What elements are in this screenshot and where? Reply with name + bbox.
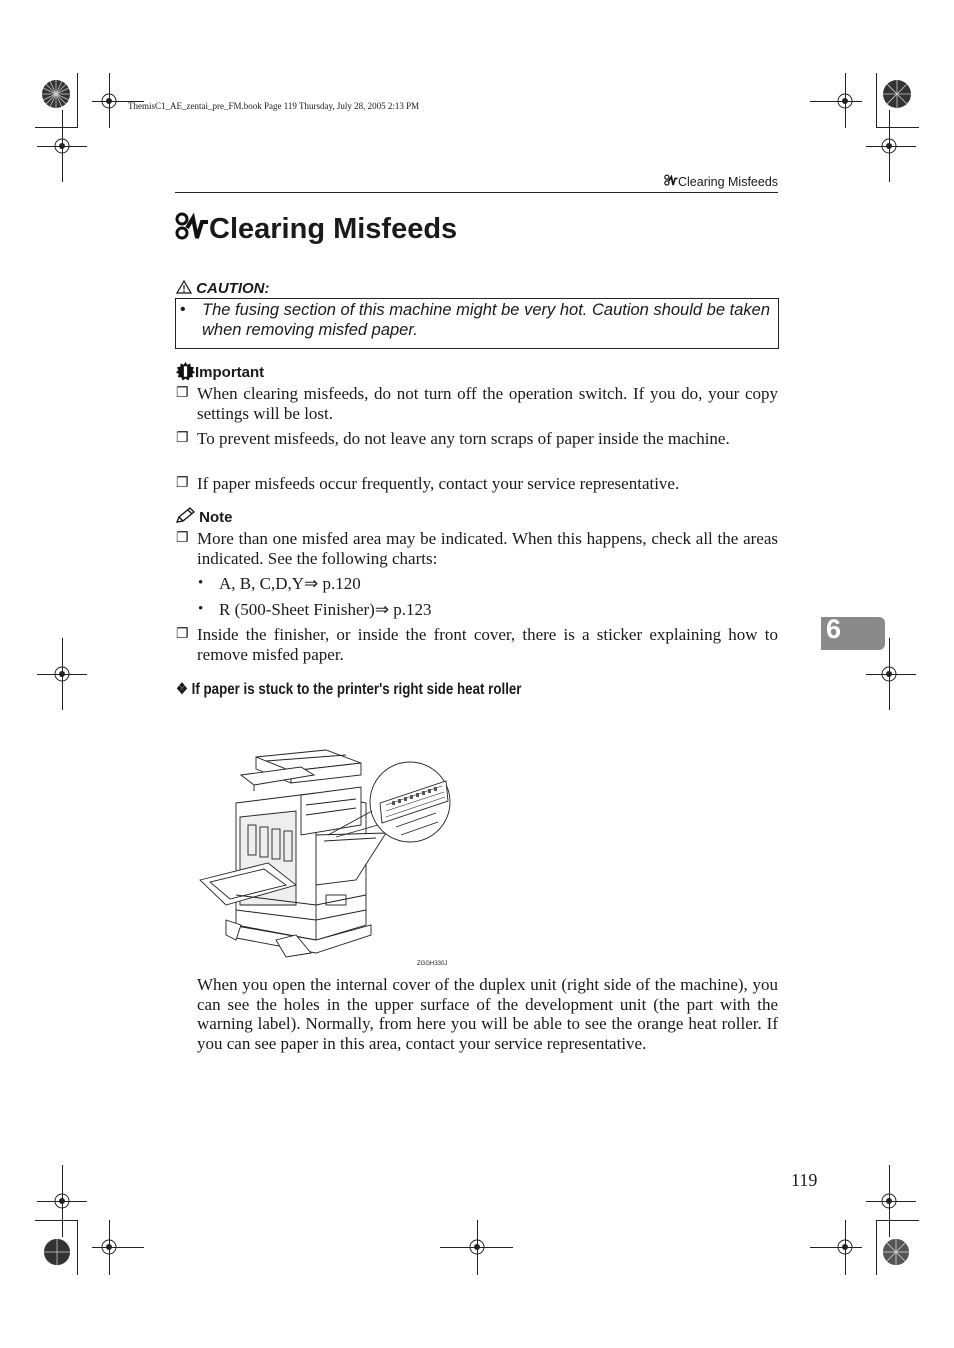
note-item: More than one misfed area may be indicated. When this happens, check all the areas indicated. See the following charts: — [197, 529, 778, 568]
crosshair-icon — [836, 1238, 854, 1256]
sub-bullet: • — [198, 575, 204, 591]
important-badge-icon — [176, 362, 195, 381]
subheading — [176, 680, 522, 699]
caution-heading — [176, 280, 270, 297]
subheading-text: If paper is stuck to the printer's right side heat roller — [191, 681, 522, 698]
crosshair-icon — [836, 92, 854, 110]
pencil-icon — [175, 507, 195, 524]
important-item: When clearing misfeeds, do not turn off the operation switch. If you do, your copy settings will be lost. — [197, 384, 778, 423]
checkbox-icon: ❐ — [176, 476, 189, 491]
crosshair-icon — [53, 137, 71, 155]
crosshair-icon — [100, 92, 118, 110]
crosshair-icon — [880, 137, 898, 155]
crosshair-icon — [100, 1238, 118, 1256]
caution-text: The fusing section of this machine might be very hot. Caution should be taken when removing misfed paper. — [202, 301, 770, 339]
registration-wheel-icon — [43, 1238, 71, 1266]
crosshair-icon — [880, 1192, 898, 1210]
caution-heading-text: CAUTION: — [196, 280, 270, 297]
header-rule — [175, 192, 778, 193]
paper-misfeed-icon — [664, 174, 678, 187]
running-header — [664, 174, 778, 189]
page-title-text: Clearing Misfeeds — [209, 213, 458, 245]
note-heading — [175, 507, 233, 526]
registration-wheel-icon — [882, 79, 912, 109]
caution-bullet: • — [180, 301, 186, 318]
page-title — [175, 212, 457, 246]
important-heading-text: Important — [195, 364, 265, 381]
checkbox-icon: ❐ — [176, 531, 189, 546]
chapter-number: 6 — [826, 614, 842, 644]
checkbox-icon: ❐ — [176, 431, 189, 446]
sub-bullet: • — [198, 601, 204, 617]
note-item: Inside the finisher, or inside the front cover, there is a sticker explaining how to remove misfed paper. — [197, 625, 778, 664]
important-item: To prevent misfeeds, do not leave any torn scraps of paper inside the machine. — [197, 429, 730, 448]
crosshair-icon — [53, 665, 71, 683]
note-sub-item: A, B, C,D,Y⇒ p.120 — [219, 574, 361, 593]
running-header-text: Clearing Misfeeds — [678, 175, 779, 189]
important-heading — [176, 362, 264, 381]
warning-triangle-icon — [176, 280, 192, 294]
file-info-slug: ThemisC1_AE_zentai_pre_FM.book Page 119 Thursday, July 28, 2005 2:13 PM — [128, 101, 420, 111]
note-heading-text: Note — [199, 509, 233, 526]
registration-wheel-icon — [41, 79, 71, 109]
image-code: ZGGH330J — [417, 961, 448, 967]
crosshair-icon — [880, 665, 898, 683]
note-sub-item: R (500-Sheet Finisher)⇒ p.123 — [219, 600, 432, 619]
registration-wheel-icon — [882, 1238, 910, 1266]
printer-illustration — [196, 745, 456, 960]
crosshair-icon — [468, 1238, 486, 1256]
diamond-bullet-icon: ❖ — [176, 681, 188, 698]
checkbox-icon: ❐ — [176, 386, 189, 401]
important-item: If paper misfeeds occur frequently, contact your service representative. — [197, 474, 680, 493]
body-paragraph: When you open the internal cover of the duplex unit (right side of the machine), you can see the holes in the upper surface of the development unit (the part with the warning label). Normally, from here you will be able to see the orange heat roller. If you can see paper in this area, contact your service representative. — [197, 975, 778, 1053]
page-number: 119 — [791, 1170, 818, 1190]
crosshair-icon — [53, 1192, 71, 1210]
paper-misfeed-icon — [175, 212, 209, 242]
checkbox-icon: ❐ — [176, 627, 189, 642]
